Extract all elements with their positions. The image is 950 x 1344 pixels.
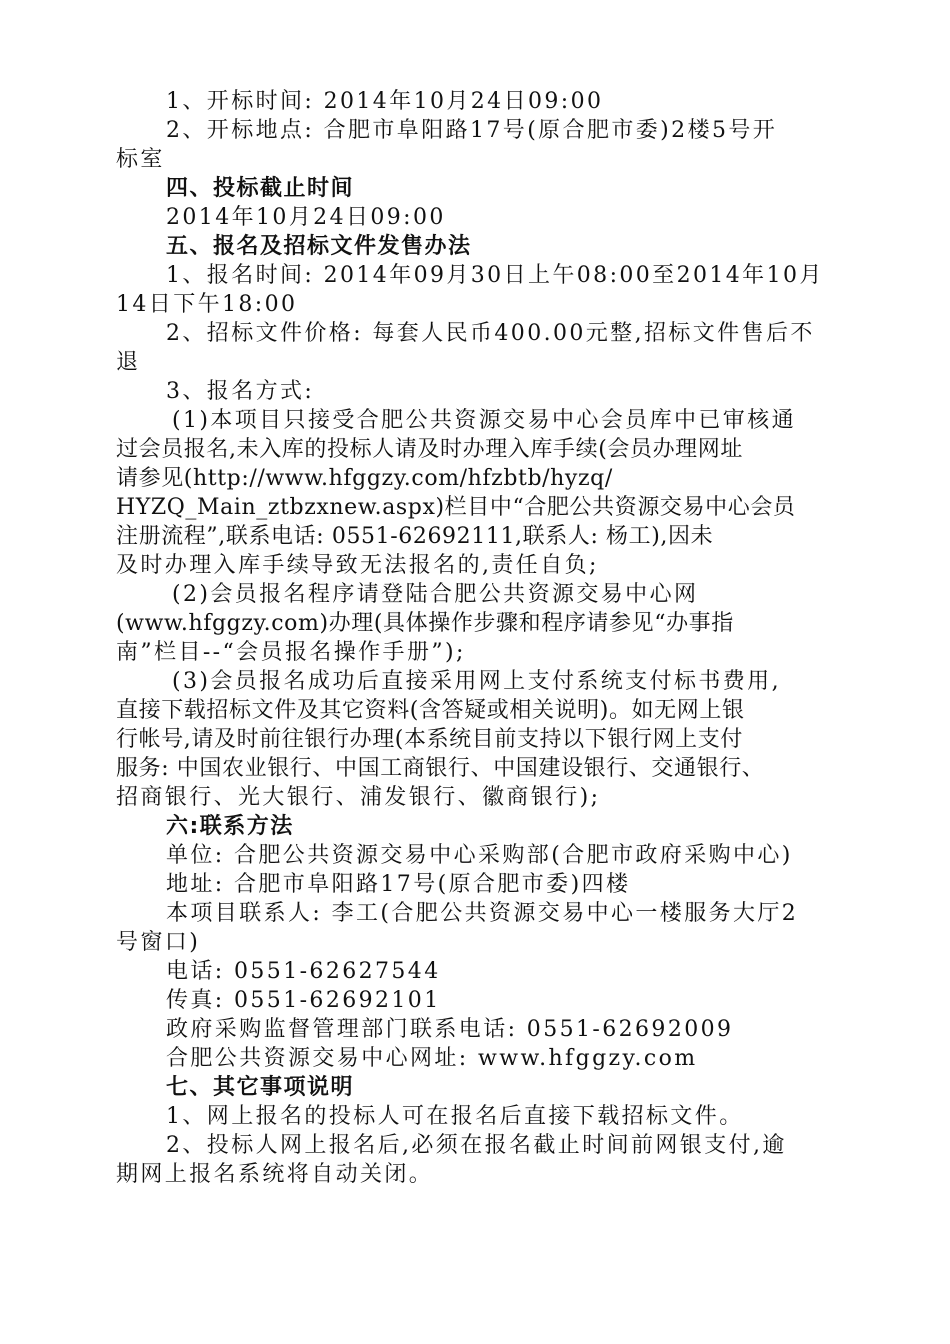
contact-phone: 电话: 0551-62627544 bbox=[166, 959, 441, 984]
document-price-cont: 退 bbox=[116, 350, 141, 375]
contact-address: 地址: 合肥市阜阳路17号(原合肥市委)四楼 bbox=[166, 872, 631, 897]
section-heading-other: 七、其它事项说明 bbox=[166, 1075, 355, 1100]
contact-unit: 单位: 合肥公共资源交易中心采购部(合肥市政府采购中心) bbox=[166, 843, 793, 868]
method-item-2: (2)会员报名程序请登陆合肥公共资源交易中心网 bbox=[172, 582, 699, 607]
method-item-3-cont: 直接下载招标文件及其它资料(含答疑或相关说明)。如无网上银 bbox=[116, 698, 745, 723]
bid-opening-location-cont: 标室 bbox=[116, 147, 165, 172]
method-item-3: (3)会员报名成功后直接采用网上支付系统支付标书费用, bbox=[172, 669, 781, 694]
method-item-3-cont: 服务: 中国农业银行、中国工商银行、中国建设银行、交通银行、 bbox=[116, 756, 765, 781]
method-item-1-cont: 注册流程”,联系电话: 0551-62692111,联系人: 杨工),因未 bbox=[116, 524, 714, 549]
method-item-2-cont: (www.hfggzy.com)办理(具体操作步骤和程序请参见“办事指 bbox=[116, 611, 734, 636]
other-item-1: 1、网上报名的投标人可在报名后直接下载招标文件。 bbox=[166, 1104, 744, 1129]
method-item-1: (1)本项目只接受合肥公共资源交易中心会员库中已审核通 bbox=[172, 408, 796, 433]
section-heading-registration: 五、报名及招标文件发售办法 bbox=[166, 234, 472, 259]
method-item-1-cont: 过会员报名,未入库的投标人请及时办理入库手续(会员办理网址 bbox=[116, 437, 743, 462]
bid-opening-location: 2、开标地点: 合肥市阜阳路17号(原合肥市委)2楼5号开 bbox=[166, 118, 778, 143]
bid-opening-time: 1、开标时间: 2014年10月24日09:00 bbox=[166, 89, 604, 114]
method-item-2-cont: 南”栏目--“会员报名操作手册”); bbox=[116, 640, 466, 665]
section-heading-contact: 六:联系方法 bbox=[166, 814, 294, 839]
section-heading-deadline: 四、投标截止时间 bbox=[166, 176, 355, 201]
method-item-1-cont: HYZQ_Main_ztbzxnew.aspx)栏目中“合肥公共资源交易中心会员 bbox=[116, 495, 796, 520]
contact-person-cont: 号窗口) bbox=[116, 930, 201, 955]
contact-person: 本项目联系人: 李工(合肥公共资源交易中心一楼服务大厅2 bbox=[166, 901, 799, 926]
deadline-value: 2014年10月24日09:00 bbox=[166, 205, 446, 230]
method-item-1-cont: 及时办理入库手续导致无法报名的,责任自负; bbox=[116, 553, 599, 578]
center-website: 合肥公共资源交易中心网址: www.hfggzy.com bbox=[166, 1046, 698, 1071]
method-item-3-cont: 招商银行、光大银行、浦发银行、徽商银行); bbox=[116, 785, 601, 810]
contact-fax: 传真: 0551-62692101 bbox=[166, 988, 441, 1013]
document-price: 2、招标文件价格: 每套人民币400.00元整,招标文件售后不 bbox=[166, 321, 815, 346]
method-item-3-cont: 行帐号,请及时前往银行办理(本系统目前支持以下银行网上支付 bbox=[116, 727, 743, 752]
other-item-2: 2、投标人网上报名后,必须在报名截止时间前网银支付,逾 bbox=[166, 1133, 787, 1158]
other-item-2-cont: 期网上报名系统将自动关闭。 bbox=[116, 1162, 434, 1187]
registration-method-label: 3、报名方式: bbox=[166, 379, 315, 404]
document-body bbox=[116, 87, 856, 1189]
method-item-1-cont: 请参见(http://www.hfggzy.com/hfzbtb/hyzq/ bbox=[116, 466, 613, 491]
supervision-phone: 政府采购监督管理部门联系电话: 0551-62692009 bbox=[166, 1017, 734, 1042]
registration-time: 1、报名时间: 2014年09月30日上午08:00至2014年10月 bbox=[166, 263, 824, 288]
registration-time-cont: 14日下午18:00 bbox=[116, 292, 298, 317]
